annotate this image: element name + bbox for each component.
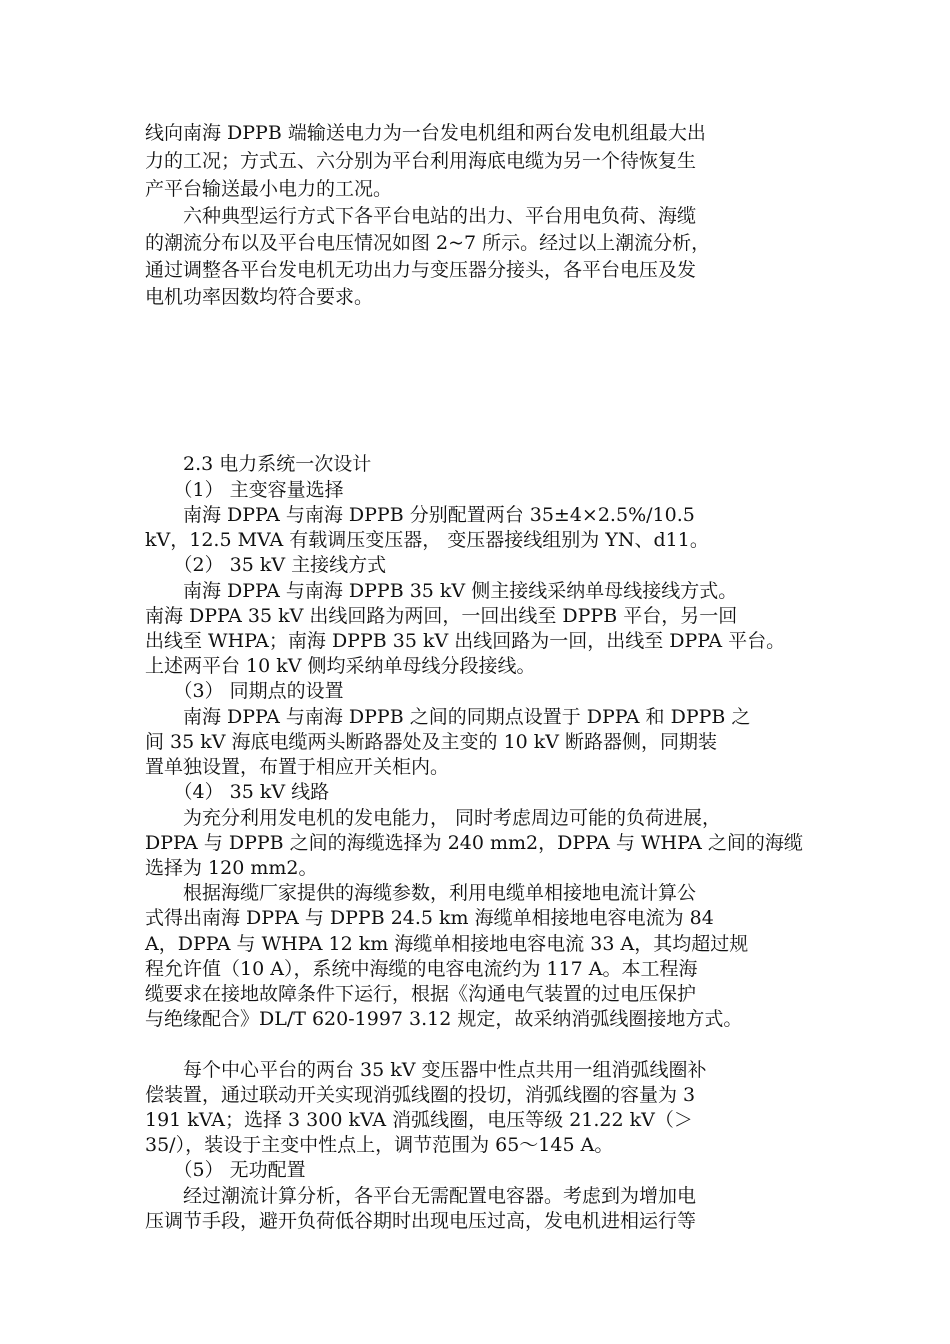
text-line: 南海 DPPA 与南海 DPPB 之间的同期点设置于 DPPA 和 DPPB 之 <box>145 706 751 728</box>
text-line: 压调节手段，避开负荷低谷期时出现电压过高，发电机进相运行等 <box>145 1210 697 1232</box>
text-line: DPPA 与 DPPB 之间的海缆选择为 240 mm2，DPPA 与 WHPA 之间的海缆 <box>145 832 803 854</box>
text-line: 35/），装设于主变中性点上，调节范围为 65～145 A。 <box>145 1134 614 1156</box>
text-line: 191 kVA；选择 3 300 kVA 消弧线圈，电压等级 21.22 kV（＞ <box>145 1109 693 1131</box>
text-line: 程允许值（10 A），系统中海缆的电容电流约为 117 A。本工程海 <box>145 958 698 980</box>
text-line: 与绝缘配合》DL/T 620-1997 3.12 规定，故采纳消弧线圈接地方式。 <box>145 1008 743 1030</box>
text-line: 六种典型运行方式下各平台电站的出力、平台用电负荷、海缆 <box>145 205 697 227</box>
text-line: 根据海缆厂家提供的海缆参数，利用电缆单相接地电流计算公 <box>145 882 697 904</box>
text-line: 南海 DPPA 35 kV 出线回路为两回，一回出线至 DPPB 平台，另一回 <box>145 605 738 627</box>
text-line: 式得出南海 DPPA 与 DPPB 24.5 km 海缆单相接地电容电流为 84 <box>145 907 714 929</box>
text-line: A，DPPA 与 WHPA 12 km 海缆单相接地电容电流 33 A，其均超过规 <box>145 933 749 955</box>
text-line: 线向南海 DPPB 端输送电力为一台发电机组和两台发电机组最大出 <box>145 122 706 144</box>
text-line: 出线至 WHPA；南海 DPPB 35 kV 出线回路为一回，出线至 DPPA 平台。 <box>145 630 786 652</box>
text-line: 上述两平台 10 kV 侧均采纳单母线分段接线。 <box>145 655 536 677</box>
text-line: 选择为 120 mm2。 <box>145 857 318 879</box>
text-line: 力的工况；方式五、六分别为平台利用海底电缆为另一个待恢复生 <box>145 150 697 172</box>
text-line: 电机功率因数均符合要求。 <box>145 286 374 308</box>
text-line: 南海 DPPA 与南海 DPPB 35 kV 侧主接线采纳单母线接线方式。 <box>145 580 738 602</box>
text-line: 缆要求在接地故障条件下运行，根据《沟通电气装置的过电压保护 <box>145 983 697 1005</box>
subsection-heading: （1） 主变容量选择 <box>145 479 344 501</box>
subsection-heading: （2） 35 kV 主接线方式 <box>145 554 387 576</box>
text-line: 偿装置，通过联动开关实现消弧线圈的投切，消弧线圈的容量为 3 <box>145 1084 696 1106</box>
text-line: kV，12.5 MVA 有载调压变压器， 变压器接线组别为 YN、d11。 <box>145 529 709 551</box>
text-line: 南海 DPPA 与南海 DPPB 分别配置两台 35±4×2.5%/10.5 <box>145 504 695 526</box>
section-heading: 2.3 电力系统一次设计 <box>145 453 372 475</box>
text-line: 每个中心平台的两台 35 kV 变压器中性点共用一组消弧线圈补 <box>145 1059 707 1081</box>
text-line: 通过调整各平台发电机无功出力与变压器分接头，各平台电压及发 <box>145 259 697 281</box>
text-line: 的潮流分布以及平台电压情况如图 2~7 所示。经过以上潮流分析， <box>145 232 711 254</box>
text-line: 产平台输送最小电力的工况。 <box>145 178 393 200</box>
subsection-heading: （4） 35 kV 线路 <box>145 781 330 803</box>
text-line: 间 35 kV 海底电缆两头断路器处及主变的 10 kV 断路器侧，同期装 <box>145 731 718 753</box>
subsection-heading: （3） 同期点的设置 <box>145 680 344 702</box>
text-line: 置单独设置，布置于相应开关柜内。 <box>145 756 450 778</box>
text-line: 为充分利用发电机的发电能力， 同时考虑周边可能的负荷进展， <box>145 807 722 829</box>
text-line: 经过潮流计算分析，各平台无需配置电容器。考虑到为增加电 <box>145 1185 697 1207</box>
subsection-heading: （5） 无功配置 <box>145 1159 306 1181</box>
